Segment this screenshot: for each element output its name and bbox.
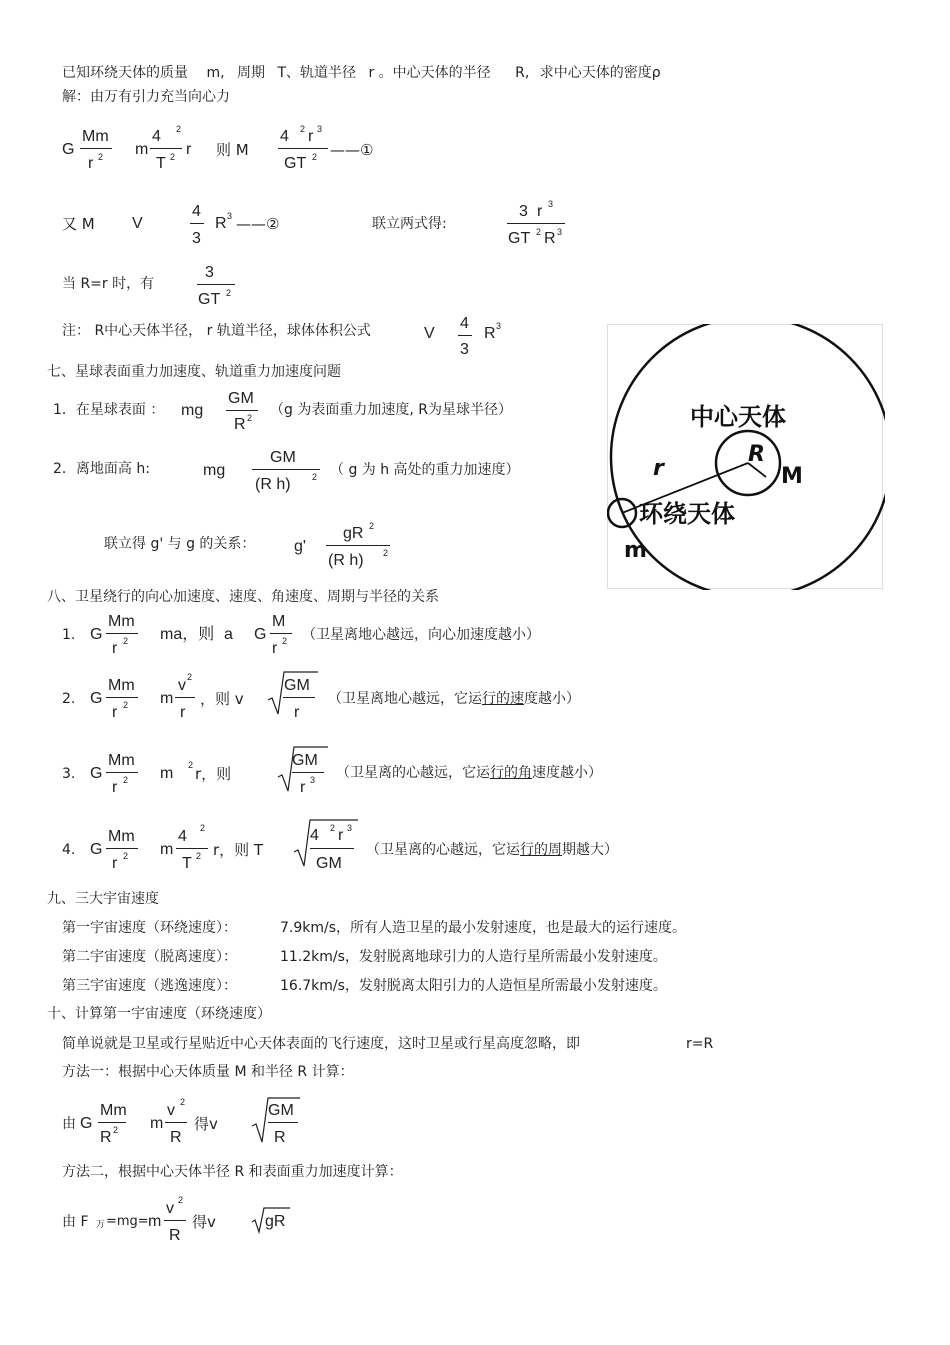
exponent: 2 [312, 472, 318, 482]
eq-sym: 得v [194, 1115, 218, 1133]
eq-sym: V [132, 215, 143, 232]
exponent: 2 [188, 760, 194, 770]
eq-sym: v [167, 1102, 175, 1119]
label-M: M [781, 464, 803, 489]
eq-sym: 3 [519, 203, 528, 220]
item-label: 联立得 g' 与 g 的关系： [104, 536, 256, 552]
speed-value: 11.2km/s，发射脱离地球引力的人造行星所需最小发射速度。 [280, 949, 667, 965]
eq-sym: GM [292, 752, 318, 769]
section-title: 十、计算第一宇宙速度（环绕速度） [47, 1006, 271, 1022]
section-title: 七、星球表面重力加速度、轨道重力加速度问题 [47, 364, 341, 380]
exponent: 2 [113, 1125, 119, 1135]
text-part: 已知环绕天体的质量 [62, 65, 188, 81]
exponent: 3 [557, 227, 563, 237]
eq-sym: r [112, 704, 118, 721]
eq-sym: 4 [178, 828, 187, 845]
fraction-bar [268, 1122, 298, 1123]
eq-sym: 由 F [62, 1214, 89, 1230]
exponent: 2 [247, 413, 253, 423]
eq-sym: R [170, 1129, 182, 1146]
eq-sym: 4 [310, 827, 319, 844]
item-label: 2．离地面高 h: [53, 461, 150, 477]
label-orbiting: 环绕天体 [639, 500, 735, 528]
eq-sym: Mm [108, 677, 135, 694]
eq-sym: gR [343, 525, 364, 542]
method-label: 方法一：根据中心天体质量 M 和半径 R 计算： [62, 1064, 354, 1080]
note-text: （ g 为 h 高处的重力加速度） [330, 462, 520, 478]
eq-sym: (R h) [255, 476, 291, 493]
eq-sym: M [272, 613, 286, 630]
eq-sym: 3 [192, 230, 201, 247]
note-part: （卫星离的心越远，它运 [336, 765, 490, 781]
eq-sym: 3 [205, 264, 214, 281]
eq-sym: GM [316, 855, 342, 872]
eq-sym: r [300, 779, 306, 796]
fraction-bar [106, 633, 138, 634]
eq-sym: m [160, 841, 174, 858]
note-underlined: 行的周 [520, 842, 562, 858]
eq-sym: 得v [192, 1213, 216, 1231]
eq-sym: GM [270, 449, 296, 466]
exponent: 2 [123, 775, 129, 785]
eq-sym: 3 [460, 341, 469, 358]
eq-sym: G [90, 841, 103, 858]
fraction-bar [175, 697, 195, 698]
eq-sym: r，则 T [213, 841, 264, 859]
eq-sym: Mm [100, 1102, 127, 1119]
text-part: R, [515, 65, 530, 81]
figure-frame [608, 325, 883, 589]
exponent: 2 [98, 152, 104, 162]
eq-sym: r [112, 855, 118, 872]
eq-sym: G [90, 690, 103, 707]
speed-value: 7.9km/s，所有人造卫星的最小发射速度，也是最大的运行速度。 [280, 920, 687, 936]
exponent: 2 [312, 152, 318, 162]
eq-sym: r [88, 155, 94, 172]
speed-label: 第一宇宙速度（环绕速度）： [62, 920, 237, 936]
eq-sym: v [178, 677, 186, 694]
text-part: r 。中心天体的半径 [368, 65, 491, 81]
eq-sym: r [272, 640, 278, 657]
eq-sym: ——② [236, 215, 280, 233]
fraction-bar [106, 772, 138, 773]
speed-label: 第三宇宙速度（逃逸速度）： [62, 978, 237, 994]
fraction-bar [197, 284, 235, 285]
eq-sym: gR [265, 1213, 286, 1230]
eq-sym: Mm [108, 828, 135, 845]
note-part: （卫星离的心越远，它运 [366, 842, 520, 858]
fraction-bar [165, 1122, 187, 1123]
fraction-bar [98, 1122, 126, 1123]
subscript: 万 [96, 1220, 106, 1230]
note-part: （卫星离地心越远，它运 [328, 691, 482, 707]
exponent: 2 [282, 636, 288, 646]
exponent: 3 [310, 775, 316, 785]
eq-sym: mg [181, 402, 204, 419]
eq-sym: ——① [330, 141, 374, 159]
paragraph: 简单说就是卫星或行星贴近中心天体表面的飞行速度，这时卫星或行星高度忽略，即 [62, 1036, 580, 1052]
speed-label: 第二宇宙速度（脱离速度）： [62, 949, 237, 965]
eq-sym: T [156, 155, 166, 172]
eq-sym: 4 [192, 203, 201, 220]
solution-line: 解：由万有引力充当向心力 [62, 89, 230, 105]
eq-sym: R [274, 1129, 286, 1146]
eq-sym: r [537, 203, 543, 220]
eq-sym: m [150, 1115, 164, 1132]
exponent: 2 [170, 152, 176, 162]
text-part: T、轨道半径 [277, 65, 357, 81]
eq-sym: R [215, 215, 227, 232]
exponent: 2 [300, 124, 306, 134]
exponent: 2 [178, 1195, 184, 1205]
eq-sym: 又 M [62, 215, 95, 233]
eq-sym: mg [203, 462, 226, 479]
note-text: （卫星离地心越远，向心加速度越小） [302, 627, 540, 643]
eq-sym: (R h) [328, 552, 364, 569]
paragraph: r=R [686, 1036, 714, 1052]
section-title: 八、卫星绕行的向心加速度、速度、角速度、周期与半径的关系 [47, 589, 439, 605]
eq-sym: 4 [460, 315, 469, 332]
note-part: 速度越小） [532, 765, 602, 781]
exponent: 2 [123, 636, 129, 646]
fraction-bar [190, 223, 204, 224]
item-number: 4. [62, 842, 76, 858]
exponent: 3 [496, 321, 502, 331]
item-number: 3. [62, 766, 76, 782]
eq-sym: 当 R=r 时，有 [62, 276, 155, 292]
fraction-bar [80, 148, 112, 149]
exponent: 3 [548, 199, 554, 209]
note-underlined: 行的速 [482, 691, 524, 707]
eq-sym: r [338, 827, 344, 844]
exponent: 2 [200, 823, 206, 833]
note-underlined: 行的角 [490, 765, 532, 781]
note-text: （g 为表面重力加速度, R为星球半径） [270, 402, 512, 418]
eq-sym: G [90, 765, 103, 782]
exponent: 3 [227, 211, 233, 221]
exponent: 2 [187, 672, 193, 682]
exponent: 2 [226, 288, 232, 298]
label-R: R [748, 442, 765, 467]
note-part: 期越大） [562, 842, 618, 858]
exponent: 2 [369, 521, 375, 531]
eq-sym: GT [198, 291, 221, 308]
eq-sym: a [224, 626, 233, 643]
eq-sym: R [169, 1227, 181, 1244]
text-part: m, [206, 65, 225, 81]
fraction-bar [326, 545, 390, 546]
exponent: 2 [330, 823, 336, 833]
label-center: 中心天体 [690, 403, 786, 431]
eq-sym: v [166, 1200, 174, 1217]
exponent: 2 [196, 851, 202, 861]
eq-sym: T [182, 855, 192, 872]
method-label: 方法二，根据中心天体半径 R 和表面重力加速度计算： [62, 1164, 403, 1180]
fraction-bar [270, 633, 292, 634]
orbit-diagram [607, 324, 885, 590]
eq-sym: G [62, 141, 75, 158]
note-text [328, 690, 580, 708]
fraction-bar [176, 848, 208, 849]
eq-sym: Mm [108, 613, 135, 630]
fraction-bar [278, 148, 328, 149]
label-m: m [624, 538, 647, 563]
text-part: 周期 [237, 65, 265, 81]
eq-sym: R [544, 230, 556, 247]
problem-statement [62, 64, 661, 82]
eq-sym: R [100, 1129, 112, 1146]
eq-sym: m [135, 141, 149, 158]
eq-sym: m [160, 765, 174, 782]
fraction-bar [283, 697, 315, 698]
fraction-bar [458, 335, 472, 336]
eq-sym: r [186, 141, 192, 158]
eq-sym: m [148, 1213, 162, 1230]
item-number: 2. [62, 691, 76, 707]
eq-sym: GT [508, 230, 531, 247]
fraction-bar [226, 410, 258, 411]
eq-sym: ，则 v [200, 690, 244, 708]
eq-sym: g' [294, 538, 306, 555]
eq-sym: R [484, 325, 496, 342]
eq-sym: Mm [82, 128, 109, 145]
eq-sym: GM [268, 1102, 294, 1119]
eq-sym: GT [284, 155, 307, 172]
note-part: 度越小） [524, 691, 580, 707]
eq-sym: r [294, 704, 300, 721]
eq-sym: ma，则 [160, 626, 215, 643]
speed-value: 16.7km/s，发射脱离太阳引力的人造恒星所需最小发射速度。 [280, 978, 667, 994]
eq-sym: G [90, 626, 103, 643]
eq-sym: GM [228, 390, 254, 407]
note-text [366, 841, 618, 859]
eq-sym: Mm [108, 752, 135, 769]
fraction-bar [164, 1220, 186, 1221]
eq-sym: G [254, 626, 267, 643]
eq-sym: R [234, 416, 246, 433]
fraction-bar [106, 848, 138, 849]
eq-sym: 4 [280, 128, 289, 145]
eq-sym: =mg= [106, 1214, 149, 1229]
eq-sym: r [112, 779, 118, 796]
item-label: 1．在星球表面 ： [53, 402, 165, 418]
eq-sym: r [112, 640, 118, 657]
fraction-bar [106, 697, 138, 698]
item-number: 1. [62, 627, 76, 643]
eq-sym: V [424, 325, 435, 342]
fraction-bar [292, 772, 324, 773]
eq-sym: GM [284, 677, 310, 694]
exponent: 3 [347, 823, 353, 833]
section-title: 九、三大宇宙速度 [47, 891, 159, 907]
exponent: 2 [176, 124, 182, 134]
exponent: 2 [383, 548, 389, 558]
label-r: r [653, 456, 664, 481]
fraction-bar [310, 848, 354, 849]
text-part: 求中心天体的密度ρ [539, 65, 661, 81]
eq-sym: 4 [152, 128, 161, 145]
eq-sym: r，则 [195, 765, 232, 783]
eq-sym: G [80, 1115, 93, 1132]
eq-sym: 联立两式得: [372, 216, 447, 232]
fraction-bar [507, 223, 565, 224]
fraction-bar [252, 469, 320, 470]
eq-sym: r [308, 128, 314, 145]
eq-sym: 则 M [216, 141, 249, 159]
exponent: 2 [123, 700, 129, 710]
note-text [336, 764, 602, 782]
eq-sym: r [180, 704, 186, 721]
exponent: 3 [317, 124, 323, 134]
exponent: 2 [536, 227, 542, 237]
eq-sym: m [160, 690, 174, 707]
fraction-bar [150, 148, 182, 149]
note-text: 注： R中心天体半径， r 轨道半径，球体体积公式 [62, 323, 371, 339]
exponent: 2 [123, 851, 129, 861]
exponent: 2 [180, 1097, 186, 1107]
eq-sym: 由 [62, 1116, 76, 1132]
